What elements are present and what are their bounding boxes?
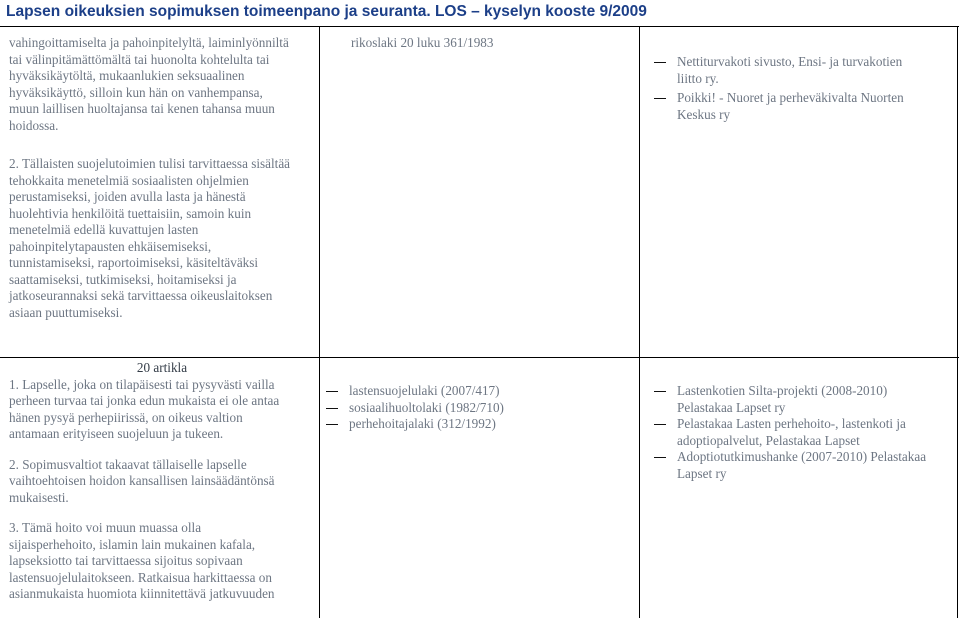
list-item: Lastenkotien Silta-projekti (2008-2010) Pelastakaa Lapset ry	[652, 383, 952, 416]
list-item: perhehoitajalaki (312/1992)	[324, 416, 636, 433]
article-paragraph: 2. Tällaisten suojelutoimien tulisi tarvittaessa sisältää tehokkaita menetelmiä sosiaalisten ohjelmien perustamiseksi, joiden avulla lasta ja hänestä huolehtivia henkilöitä tuettaisiin, samoin kuin menetelmiä edellä kuvattujen lasten pahoinpitelytapausten ehkäisemiseksi, tunnistamiseksi, raportoimiseksi, käsiteltäväksi saattamiseksi, tutkimiseksi, hoitamiseksi ja jatkoseurannaksi sekä tarvittaessa oikeuslaitoksen asiaan puuttumiseksi.	[9, 156, 291, 320]
list-item: lastensuojelulaki (2007/417)	[324, 383, 636, 400]
table-right-border	[957, 26, 958, 618]
article-paragraph: 1. Lapselle, joka on tilapäisesti tai pysyvästi vailla perheen turvaa tai jonka edun mukaista ei ole antaa hänen pysyä perhepiirissä, on oikeus valtion antamaan erityiseen suojeluun ja tukeen.	[9, 376, 280, 441]
list-item: Poikki! - Nuoret ja perheväkivalta Nuorten Keskus ry	[652, 90, 952, 123]
row1-legislation-cell	[351, 35, 631, 52]
article-paragraph: 2. Sopimusvaltiot takaavat tällaiselle lapselle vaihtoehtoisen hoidon kansallisen lainsäädäntönsä mukaisesti.	[9, 456, 275, 505]
document-title: Lapsen oikeuksien sopimuksen toimeenpano ja seuranta. LOS – kyselyn kooste 9/2009	[6, 3, 647, 20]
row1-projects-cell	[652, 54, 952, 123]
list-item: sosiaalihuoltolaki (1982/710)	[324, 400, 636, 417]
projects-list	[652, 54, 952, 123]
table-column-divider	[639, 26, 640, 618]
row2-legislation-cell	[324, 383, 636, 433]
legislation-list	[324, 383, 636, 433]
list-item: Pelastakaa Lasten perhehoito-, lastenkoti ja adoptiopalvelut, Pelastakaa Lapset	[652, 416, 952, 449]
row1-article-text-cell	[9, 35, 315, 321]
list-item: Nettiturvakoti sivusto, Ensi- ja turvakotien liitto ry.	[652, 54, 952, 87]
table-column-divider	[319, 26, 320, 618]
table-top-border	[0, 26, 959, 27]
table-row-divider	[0, 357, 959, 358]
article-heading: 20 artikla	[136, 360, 188, 375]
article-paragraph: vahingoittamiselta ja pahoinpitelyltä, laiminlyönniltä tai välinpitämättömältä tai huonolta kohtelulta tai hyväksikäytöltä, mukaanlukien seksuaalinen hyväksikäyttö, silloin kun hän on vanhempansa, muun laillisen huoltajansa tai kenen tahansa muun hoidossa.	[9, 35, 289, 133]
list-item: Adoptiotutkimushanke (2007-2010) Pelastakaa Lapset ry	[652, 449, 952, 482]
projects-list	[652, 383, 952, 482]
legislation-item: rikoslaki 20 luku 361/1983	[351, 35, 494, 50]
row2-article-text-cell	[9, 360, 315, 603]
row2-projects-cell	[652, 383, 952, 482]
article-paragraph: 3. Tämä hoito voi muun muassa olla sijaisperhehoito, islamin lain mukainen kafala, lapseksiotto tai tarvittaessa sijoitus sopivaan lastensuojelulaitokseen. Ratkaisua harkittaessa on asianmukaista huomiota kiinnitettävä jatkuvuuden	[9, 520, 275, 601]
